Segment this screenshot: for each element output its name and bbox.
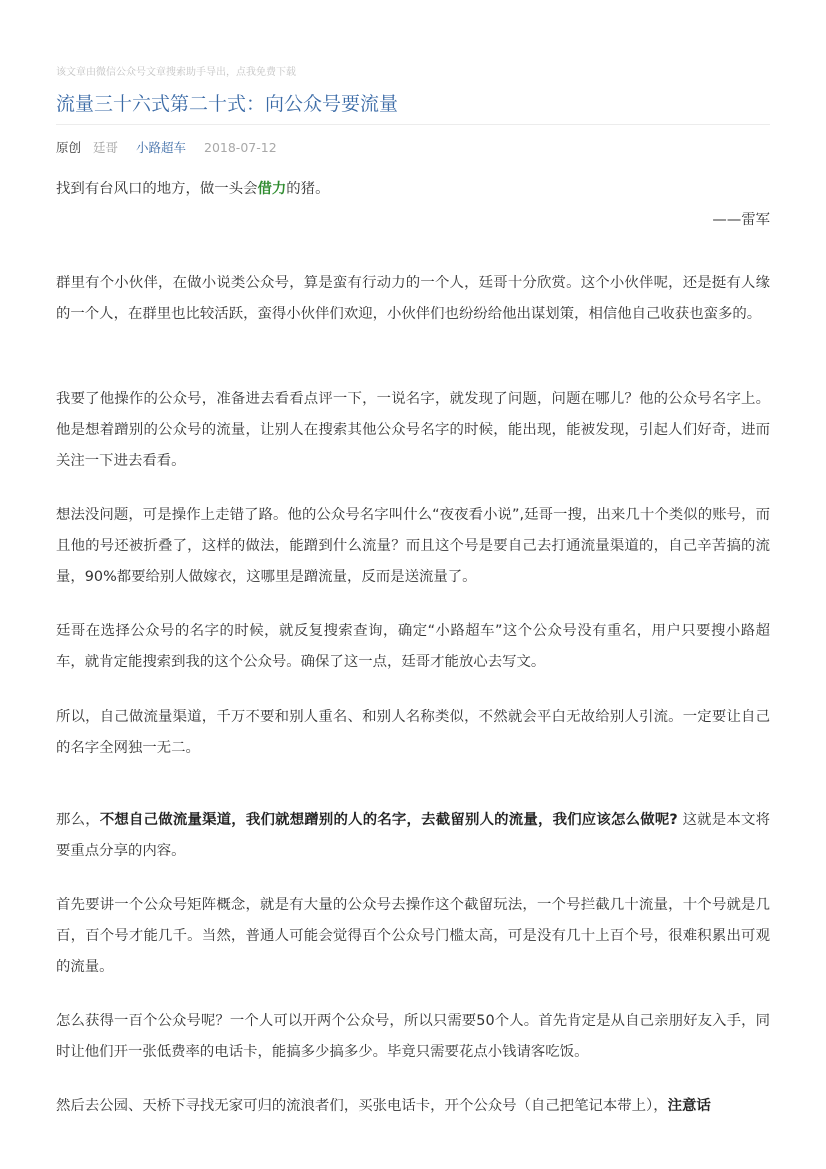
bold-question: 不想自己做流量渠道，我们就想蹭别的人的名字，去截留别人的流量，我们应该怎么做呢? [99,812,678,828]
quote-text-after: 的猪。 [286,181,330,197]
export-notice-link[interactable]: 该文章由微信公众号文章搜索助手导出，点我免费下载 [56,67,296,78]
paragraph-5: 所以，自己做流量渠道，千万不要和别人重名、和别人名称类似，不然就会平白无故给别人引流。一定要让自己的名字全网独一无二。 [56,709,770,756]
last-paragraph-text: 然后去公园、天桥下寻找无家可归的流浪者们，买张电话卡，开个公众号（自己把笔记本带上）， [56,1098,668,1114]
original-label: 原创 [56,140,82,155]
article-title: 流量三十六式第二十式：向公众号要流量 [56,93,399,115]
quote-text-before: 找到有台风口的地方，做一头会 [56,181,258,197]
bold-paragraph-tail: 这就是本文将要重点分享的内容。 [56,812,770,859]
paragraph-8 [56,1091,770,1122]
bold-paragraph-lead: 那么， [56,812,100,828]
paragraph-1: 群里有个小伙伴，在做小说类公众号，算是蛮有行动力的一个人，廷哥十分欣赏。这个小伙伴呢，还是挺有人缘的一个人，在群里也比较活跃，蛮得小伙伴们欢迎，小伙伴们也纷纷给他出谋划策，相信他自己收获也蛮多的。 [56,275,770,322]
quote-signature: ——雷军 [712,212,770,228]
account-link[interactable]: 小路超车 [136,140,187,155]
paragraph-2: 我要了他操作的公众号，准备进去看看点评一下，一说名字，就发现了问题，问题在哪儿？他的公众号名字上。他是想着蹭别的公众号的流量，让别人在搜索其他公众号名字的时候，能出现，能被发现，引起人们好奇，进而关注一下进去看看。 [56,391,770,469]
author-name: 廷哥 [93,140,119,155]
title-divider [56,124,770,125]
last-paragraph-bold: 注意话 [667,1098,711,1114]
paragraph-3: 想法没问题，可是操作上走错了路。他的公众号名字叫什么“夜夜看小说”,廷哥一搜，出来几十个类似的账号，而且他的号还被折叠了，这样的做法，能蹭到什么流量？而且这个号是要自己去打通流量渠道的，自己辛苦搞的流量，90%都要给别人做嫁衣，这哪里是蹭流量，反而是送流量了。 [56,507,770,585]
paragraph-4: 廷哥在选择公众号的名字的时候，就反复搜索查询，确定“小路超车”这个公众号没有重名，用户只要搜小路超车，就肯定能搜索到我的这个公众号。确保了这一点，廷哥才能放心去写文。 [56,623,770,670]
paragraph-6: 首先要讲一个公众号矩阵概念，就是有大量的公众号去操作这个截留玩法，一个号拦截几十流量，十个号就是几百，百个号才能几千。当然，普通人可能会觉得百个公众号门槛太高，可是没有几十上百个号，很难积累出可观的流量。 [56,897,770,975]
publish-date: 2018-07-12 [204,140,277,155]
article-meta [56,139,277,157]
paragraph-7: 怎么获得一百个公众号呢？一个人可以开两个公众号，所以只需要50个人。首先肯定是从自己亲朋好友入手，同时让他们开一张低费率的电话卡，能搞多少搞多少。毕竟只需要花点小钱请客吃饭。 [56,1013,770,1060]
paragraph-bold-question [56,805,770,867]
opening-quote [56,174,770,205]
quote-highlight: 借力 [257,181,287,197]
